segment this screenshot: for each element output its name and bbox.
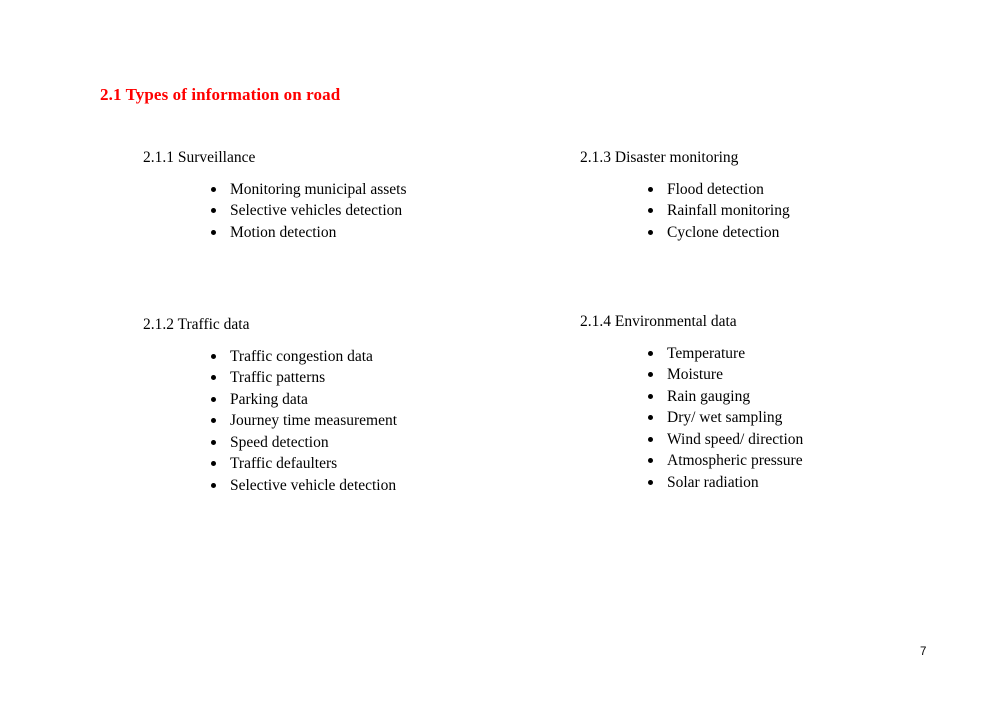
bullet-icon: [648, 372, 653, 377]
list-item-text: Wind speed/ direction: [667, 430, 804, 448]
list-item: [143, 453, 523, 474]
list-item: [143, 346, 523, 367]
bullet-list: [143, 346, 523, 496]
bullet-icon: [648, 437, 653, 442]
list-item-text: Journey time measurement: [230, 412, 398, 430]
bullet-icon: [648, 208, 653, 213]
bullet-icon: [648, 480, 653, 485]
list-item: [580, 407, 960, 428]
list-item-text: Selective vehicle detection: [230, 476, 397, 494]
list-item-text: Solar radiation: [667, 473, 759, 491]
section-disaster-monitoring: [580, 148, 960, 243]
bullet-icon: [211, 375, 216, 380]
list-item: [580, 364, 960, 385]
list-item: [143, 475, 523, 496]
bullet-icon: [211, 483, 216, 488]
section-heading: 2.1.2 Traffic data: [143, 316, 250, 333]
bullet-list: [580, 343, 960, 493]
bullet-list: [143, 179, 523, 243]
list-item-text: Atmospheric pressure: [667, 452, 803, 470]
list-item: [580, 200, 960, 221]
bullet-icon: [211, 230, 216, 235]
bullet-icon: [211, 397, 216, 402]
list-item: [143, 200, 523, 221]
bullet-icon: [648, 415, 653, 420]
list-item-text: Rain gauging: [667, 387, 751, 405]
bullet-icon: [648, 187, 653, 192]
list-item: [580, 179, 960, 200]
list-item: [580, 472, 960, 493]
list-item: [580, 222, 960, 243]
list-item: [143, 410, 523, 431]
bullet-icon: [211, 418, 216, 423]
list-item: [143, 222, 523, 243]
section-heading: 2.1.1 Surveillance: [143, 149, 256, 166]
bullet-list: [580, 179, 960, 243]
bullet-icon: [648, 230, 653, 235]
list-item-text: Traffic congestion data: [230, 348, 373, 365]
list-item-text: Cyclone detection: [667, 223, 780, 241]
list-item: [143, 179, 523, 200]
list-item: [580, 343, 960, 364]
list-item-text: Traffic defaulters: [230, 455, 338, 473]
section-heading: 2.1.3 Disaster monitoring: [580, 149, 739, 166]
section-heading: 2.1.4 Environmental data: [580, 313, 737, 330]
list-item-text: Rainfall monitoring: [667, 202, 790, 220]
section-environmental-data: [580, 312, 960, 493]
list-item-text: Flood detection: [667, 181, 764, 198]
list-item: [143, 367, 523, 388]
section-traffic-data: [143, 315, 523, 496]
bullet-icon: [648, 394, 653, 399]
bullet-icon: [211, 208, 216, 213]
list-item-text: Parking data: [230, 390, 308, 408]
list-item-text: Traffic patterns: [230, 369, 326, 387]
bullet-icon: [211, 440, 216, 445]
list-item: [580, 450, 960, 471]
page-number: 7: [920, 646, 927, 658]
bullet-icon: [211, 187, 216, 192]
bullet-icon: [211, 354, 216, 359]
list-item: [143, 389, 523, 410]
list-item-text: Dry/ wet sampling: [667, 409, 783, 427]
list-item: [143, 432, 523, 453]
list-item: [580, 429, 960, 450]
list-item-text: Temperature: [667, 345, 746, 362]
list-item-text: Speed detection: [230, 433, 329, 451]
list-item-text: Motion detection: [230, 223, 337, 241]
bullet-icon: [211, 461, 216, 466]
bullet-icon: [648, 351, 653, 356]
list-item: [580, 386, 960, 407]
list-item-text: Monitoring municipal assets: [230, 181, 407, 198]
bullet-icon: [648, 458, 653, 463]
section-surveillance: [143, 148, 523, 243]
page-title: 2.1 Types of information on road: [100, 85, 341, 104]
list-item-text: Selective vehicles detection: [230, 202, 403, 220]
list-item-text: Moisture: [667, 366, 723, 384]
